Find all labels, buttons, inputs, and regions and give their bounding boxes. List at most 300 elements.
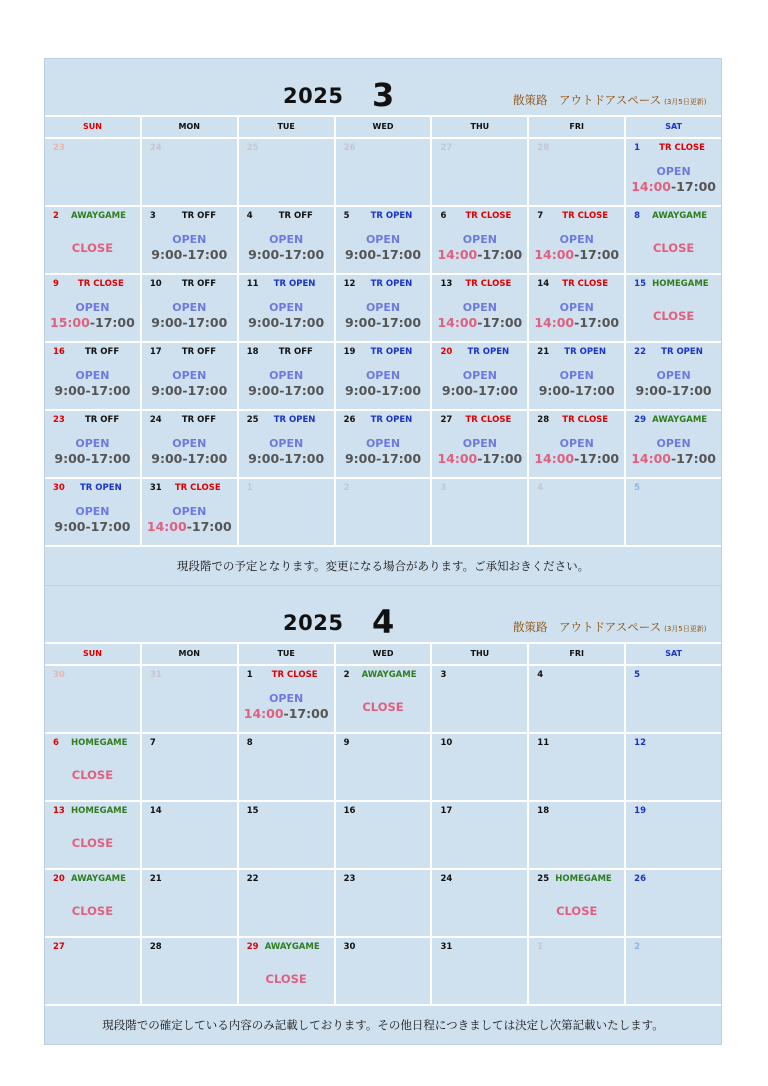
day-cell xyxy=(624,275,721,341)
day-cell xyxy=(430,666,527,732)
day-cell xyxy=(624,938,721,1004)
hours-end: -17:00 xyxy=(182,383,228,398)
weekday-sun: SUN xyxy=(82,649,102,658)
hours-start: 9:00 xyxy=(54,519,86,534)
day-number: 2 xyxy=(634,942,641,952)
training-status: AWAYGAME xyxy=(264,942,320,952)
calendar-header xyxy=(45,59,721,115)
calendar-week xyxy=(45,409,721,477)
day-cell xyxy=(334,207,431,273)
day-cell xyxy=(45,938,140,1004)
open-label: OPEN xyxy=(75,505,110,518)
hours-start: 14:00 xyxy=(146,519,187,534)
hours-end: -17:00 xyxy=(283,706,329,721)
opening-hours xyxy=(45,451,140,466)
day-cell xyxy=(334,666,431,732)
training-status: TR OPEN xyxy=(370,279,413,289)
hours-start: 9:00 xyxy=(248,315,280,330)
hours-end: -17:00 xyxy=(279,315,325,330)
calendar-week xyxy=(45,732,721,800)
day-cell xyxy=(45,411,140,477)
opening-hours xyxy=(529,451,624,466)
day-cell xyxy=(334,938,431,1004)
opening-hours xyxy=(239,706,334,721)
day-number: 5 xyxy=(634,670,641,680)
day-number: 1 xyxy=(246,670,253,680)
close-label: CLOSE xyxy=(265,972,307,986)
day-number: 19 xyxy=(343,347,356,357)
opening-hours xyxy=(432,451,527,466)
day-cell xyxy=(527,479,624,545)
open-label: OPEN xyxy=(365,437,401,450)
day-cell xyxy=(45,802,140,868)
training-status: HOMEGAME xyxy=(71,806,128,816)
opening-hours xyxy=(432,383,527,398)
hours-start: 9:00 xyxy=(344,315,377,330)
day-number: 18 xyxy=(537,806,550,816)
day-number: 16 xyxy=(53,347,65,357)
opening-hours xyxy=(45,315,140,330)
opening-hours xyxy=(142,383,237,398)
training-status: TR OPEN xyxy=(273,279,316,289)
open-label: OPEN xyxy=(75,437,110,450)
weekday-wed: WED xyxy=(334,117,431,137)
day-cell xyxy=(237,938,334,1004)
calendar-month: 3 xyxy=(372,76,395,114)
updated-date: (3月5日更新) xyxy=(664,625,707,633)
day-number: 21 xyxy=(149,874,162,884)
day-number: 28 xyxy=(537,415,550,425)
day-number: 2 xyxy=(53,211,59,221)
day-number: 7 xyxy=(537,211,544,221)
training-status: TR OPEN xyxy=(467,347,510,357)
updated-date: (3月5日更新) xyxy=(664,98,707,106)
day-number: 26 xyxy=(343,415,356,425)
day-number: 8 xyxy=(634,211,641,221)
hours-start: 14:00 xyxy=(243,706,284,721)
day-cell xyxy=(527,343,624,409)
close-label: CLOSE xyxy=(71,836,114,850)
day-number: 24 xyxy=(149,143,162,153)
day-cell xyxy=(334,139,431,205)
training-status: TR OPEN xyxy=(370,415,413,425)
day-cell xyxy=(140,938,237,1004)
day-number: 1 xyxy=(634,143,641,153)
day-number: 10 xyxy=(440,738,453,748)
hours-end: -17:00 xyxy=(376,247,422,262)
open-label: OPEN xyxy=(462,301,497,314)
close-label: CLOSE xyxy=(556,904,598,918)
training-status: TR CLOSE xyxy=(562,415,609,425)
training-status: TR OFF xyxy=(181,211,217,221)
day-number: 3 xyxy=(440,483,447,493)
weekday-mon: MON xyxy=(140,644,237,664)
hours-start: 14:00 xyxy=(631,451,671,466)
day-number: 16 xyxy=(343,806,356,816)
day-cell xyxy=(430,870,527,936)
day-cell xyxy=(237,275,334,341)
day-number: 31 xyxy=(149,670,162,680)
hours-start: 9:00 xyxy=(54,451,86,466)
hours-start: 9:00 xyxy=(344,247,377,262)
day-cell xyxy=(237,666,334,732)
calendar-header xyxy=(45,586,721,642)
day-number: 28 xyxy=(149,942,162,952)
hours-start: 14:00 xyxy=(437,247,478,262)
weekday-thu: THU xyxy=(430,117,527,137)
training-status: TR OPEN xyxy=(370,347,413,357)
open-label: OPEN xyxy=(269,233,304,246)
day-cell xyxy=(237,734,334,800)
close-label: CLOSE xyxy=(71,241,114,255)
hours-start: 15:00 xyxy=(50,315,90,330)
hours-end: -17:00 xyxy=(279,383,325,398)
day-cell xyxy=(527,411,624,477)
open-label: OPEN xyxy=(656,165,691,178)
day-number: 31 xyxy=(440,942,453,952)
day-cell xyxy=(45,139,140,205)
day-number: 6 xyxy=(440,211,447,221)
hours-end: -17:00 xyxy=(85,451,131,466)
opening-hours xyxy=(336,383,431,398)
day-number: 7 xyxy=(149,738,156,748)
weekday-fri: FRI xyxy=(527,117,624,137)
open-label: OPEN xyxy=(656,437,691,450)
training-status: TR CLOSE xyxy=(271,670,318,680)
day-number: 20 xyxy=(53,874,65,884)
day-cell xyxy=(45,870,140,936)
day-number: 27 xyxy=(440,143,453,153)
day-cell xyxy=(624,666,721,732)
hours-end: -17:00 xyxy=(477,451,523,466)
day-number: 26 xyxy=(343,143,356,153)
day-cell xyxy=(527,734,624,800)
day-number: 31 xyxy=(149,483,162,493)
day-cell xyxy=(334,479,431,545)
hours-end: -17:00 xyxy=(186,519,232,534)
open-label: OPEN xyxy=(559,437,594,450)
day-cell xyxy=(527,938,624,1004)
open-label: OPEN xyxy=(172,437,207,450)
day-cell xyxy=(334,411,431,477)
training-status: HOMEGAME xyxy=(652,279,709,289)
day-number: 5 xyxy=(634,483,641,493)
weekday-thu: THU xyxy=(430,644,527,664)
open-label: OPEN xyxy=(462,369,497,382)
close-label: CLOSE xyxy=(652,241,695,255)
weekday-header xyxy=(45,115,721,137)
day-number: 17 xyxy=(149,347,162,357)
close-label: CLOSE xyxy=(652,309,695,323)
open-label: OPEN xyxy=(559,233,594,246)
day-number: 9 xyxy=(53,279,59,289)
training-status: HOMEGAME xyxy=(71,738,128,748)
hours-end: -17:00 xyxy=(279,247,325,262)
day-cell xyxy=(140,139,237,205)
open-label: OPEN xyxy=(462,233,497,246)
training-status: TR CLOSE xyxy=(562,211,609,221)
day-number: 30 xyxy=(53,670,65,680)
weekday-header xyxy=(45,642,721,664)
hours-end: -17:00 xyxy=(85,383,131,398)
day-cell xyxy=(140,343,237,409)
calendar-grid xyxy=(45,137,721,545)
hours-end: -17:00 xyxy=(670,451,716,466)
day-number: 4 xyxy=(537,670,544,680)
day-cell xyxy=(430,938,527,1004)
day-cell xyxy=(527,207,624,273)
opening-hours xyxy=(142,451,237,466)
hours-end: -17:00 xyxy=(376,315,422,330)
day-cell xyxy=(237,343,334,409)
close-label: CLOSE xyxy=(71,768,114,782)
training-status: TR OFF xyxy=(278,347,313,357)
day-number: 22 xyxy=(634,347,646,357)
training-status: AWAYGAME xyxy=(361,670,417,680)
open-label: OPEN xyxy=(75,369,110,382)
hours-start: 9:00 xyxy=(538,383,570,398)
hours-start: 14:00 xyxy=(437,451,478,466)
day-number: 19 xyxy=(634,806,646,816)
day-cell xyxy=(140,870,237,936)
day-number: 25 xyxy=(537,874,550,884)
day-number: 12 xyxy=(343,279,356,289)
close-label: CLOSE xyxy=(362,700,404,714)
hours-start: 9:00 xyxy=(248,383,280,398)
training-status: AWAYGAME xyxy=(71,874,126,884)
open-label: OPEN xyxy=(462,437,497,450)
day-number: 23 xyxy=(53,415,65,425)
day-number: 25 xyxy=(246,143,259,153)
hours-start: 14:00 xyxy=(534,247,575,262)
day-cell xyxy=(430,734,527,800)
weekday-sun: SUN xyxy=(82,122,102,131)
day-cell xyxy=(624,139,721,205)
calendar-week xyxy=(45,800,721,868)
opening-hours xyxy=(239,315,334,330)
training-status: TR OFF xyxy=(181,279,217,289)
day-cell xyxy=(430,411,527,477)
opening-hours xyxy=(529,315,624,330)
training-status: TR OPEN xyxy=(273,415,316,425)
day-cell xyxy=(624,479,721,545)
training-status: TR OPEN xyxy=(370,211,413,221)
opening-hours xyxy=(626,383,721,398)
march-calendar xyxy=(45,59,721,585)
day-cell xyxy=(624,870,721,936)
training-status: AWAYGAME xyxy=(652,211,708,221)
venue-name: 散策路 アウトドアスペース (3月5日更新) xyxy=(513,93,707,107)
hours-end: -17:00 xyxy=(182,315,228,330)
training-status: TR CLOSE xyxy=(465,211,512,221)
opening-hours xyxy=(626,179,721,194)
day-number: 30 xyxy=(343,942,356,952)
weekday-sat: SAT xyxy=(624,644,721,664)
calendar-week xyxy=(45,341,721,409)
opening-hours xyxy=(142,519,237,534)
open-label: OPEN xyxy=(559,301,594,314)
calendar-year: 2025 xyxy=(283,611,344,635)
open-label: OPEN xyxy=(365,369,401,382)
open-label: OPEN xyxy=(172,505,207,518)
day-number: 13 xyxy=(440,279,453,289)
day-number: 8 xyxy=(246,738,253,748)
day-cell xyxy=(430,139,527,205)
day-cell xyxy=(237,411,334,477)
day-number: 1 xyxy=(246,483,253,493)
day-number: 10 xyxy=(149,279,162,289)
day-number: 9 xyxy=(343,738,350,748)
day-cell xyxy=(45,207,140,273)
day-number: 26 xyxy=(634,874,646,884)
weekday-sat: SAT xyxy=(624,117,721,137)
day-number: 28 xyxy=(537,143,550,153)
day-cell xyxy=(45,479,140,545)
hours-start: 9:00 xyxy=(151,247,183,262)
training-status: TR OFF xyxy=(85,415,120,425)
hours-end: -17:00 xyxy=(574,451,620,466)
day-number: 17 xyxy=(440,806,453,816)
opening-hours xyxy=(626,451,721,466)
calendar-grid xyxy=(45,664,721,1004)
opening-hours xyxy=(336,247,431,262)
day-cell xyxy=(334,734,431,800)
venue-name: 散策路 アウトドアスペース (3月5日更新) xyxy=(513,620,707,634)
day-cell xyxy=(527,870,624,936)
calendar-note: 現段階での予定となります。変更になる場合があります。ご承知おきください。 xyxy=(45,545,721,585)
day-number: 11 xyxy=(537,738,550,748)
day-number: 29 xyxy=(634,415,646,425)
day-cell xyxy=(624,734,721,800)
day-cell xyxy=(237,802,334,868)
day-number: 15 xyxy=(634,279,646,289)
hours-start: 9:00 xyxy=(344,451,377,466)
day-number: 4 xyxy=(537,483,544,493)
opening-hours xyxy=(529,247,624,262)
day-number: 3 xyxy=(149,211,156,221)
day-number: 22 xyxy=(246,874,259,884)
day-cell xyxy=(527,275,624,341)
day-number: 12 xyxy=(634,738,646,748)
training-status: TR CLOSE xyxy=(659,143,705,153)
hours-start: 9:00 xyxy=(344,383,377,398)
training-status: AWAYGAME xyxy=(652,415,708,425)
calendar-week xyxy=(45,137,721,205)
training-status: HOMEGAME xyxy=(555,874,612,884)
day-cell xyxy=(237,479,334,545)
hours-end: -17:00 xyxy=(569,383,615,398)
open-label: OPEN xyxy=(172,369,207,382)
day-number: 14 xyxy=(149,806,162,816)
day-cell xyxy=(45,666,140,732)
day-cell xyxy=(334,275,431,341)
day-number: 2 xyxy=(343,483,350,493)
day-cell xyxy=(45,734,140,800)
day-cell xyxy=(430,343,527,409)
day-number: 15 xyxy=(246,806,259,816)
april-calendar xyxy=(45,586,721,1044)
hours-start: 9:00 xyxy=(151,315,183,330)
day-cell xyxy=(527,139,624,205)
day-number: 18 xyxy=(246,347,259,357)
day-cell xyxy=(45,343,140,409)
hours-end: -17:00 xyxy=(182,247,228,262)
hours-start: 9:00 xyxy=(151,383,183,398)
calendar-month: 4 xyxy=(372,603,395,641)
day-number: 21 xyxy=(537,347,550,357)
weekday-mon: MON xyxy=(140,117,237,137)
day-number: 11 xyxy=(246,279,259,289)
training-status: TR OFF xyxy=(181,347,217,357)
calendar-note: 現段階での確定している内容のみ記載しております。その他日程につきましては決定し次第記載いたします。 xyxy=(45,1004,721,1044)
day-number: 14 xyxy=(537,279,550,289)
calendar-week xyxy=(45,868,721,936)
calendar-year: 2025 xyxy=(283,84,344,108)
day-number: 20 xyxy=(440,347,453,357)
weekday-tue: TUE xyxy=(237,644,334,664)
hours-end: -17:00 xyxy=(376,383,422,398)
hours-end: -17:00 xyxy=(89,315,135,330)
weekday-tue: TUE xyxy=(237,117,334,137)
day-number: 23 xyxy=(343,874,356,884)
hours-start: 14:00 xyxy=(534,315,575,330)
day-cell xyxy=(140,207,237,273)
open-label: OPEN xyxy=(269,301,304,314)
day-number: 27 xyxy=(440,415,453,425)
day-cell xyxy=(140,666,237,732)
day-cell xyxy=(45,275,140,341)
calendar-week xyxy=(45,664,721,732)
hours-start: 9:00 xyxy=(54,383,86,398)
open-label: OPEN xyxy=(365,233,401,246)
day-number: 27 xyxy=(53,942,65,952)
day-cell xyxy=(334,870,431,936)
hours-start: 9:00 xyxy=(635,383,667,398)
day-number: 1 xyxy=(537,942,544,952)
training-status: TR OFF xyxy=(85,347,120,357)
day-cell xyxy=(527,802,624,868)
training-status: TR OFF xyxy=(278,211,313,221)
opening-hours xyxy=(239,247,334,262)
opening-hours xyxy=(432,247,527,262)
hours-end: -17:00 xyxy=(279,451,325,466)
open-label: OPEN xyxy=(559,369,594,382)
training-status: AWAYGAME xyxy=(71,211,126,221)
day-cell xyxy=(430,207,527,273)
training-status: TR OPEN xyxy=(564,347,606,357)
hours-start: 9:00 xyxy=(248,451,280,466)
day-cell xyxy=(334,802,431,868)
training-status: TR CLOSE xyxy=(78,279,124,289)
day-cell xyxy=(624,802,721,868)
day-cell xyxy=(237,207,334,273)
hours-end: -17:00 xyxy=(574,247,620,262)
training-status: TR OPEN xyxy=(80,483,122,493)
hours-start: 14:00 xyxy=(437,315,478,330)
day-cell xyxy=(140,802,237,868)
day-cell xyxy=(237,870,334,936)
day-cell xyxy=(237,139,334,205)
hours-end: -17:00 xyxy=(477,315,523,330)
training-status: TR OPEN xyxy=(661,347,703,357)
hours-end: -17:00 xyxy=(472,383,518,398)
training-status: TR CLOSE xyxy=(465,279,512,289)
opening-hours xyxy=(142,315,237,330)
day-cell xyxy=(140,734,237,800)
day-cell xyxy=(140,479,237,545)
day-cell xyxy=(624,207,721,273)
day-number: 30 xyxy=(53,483,65,493)
